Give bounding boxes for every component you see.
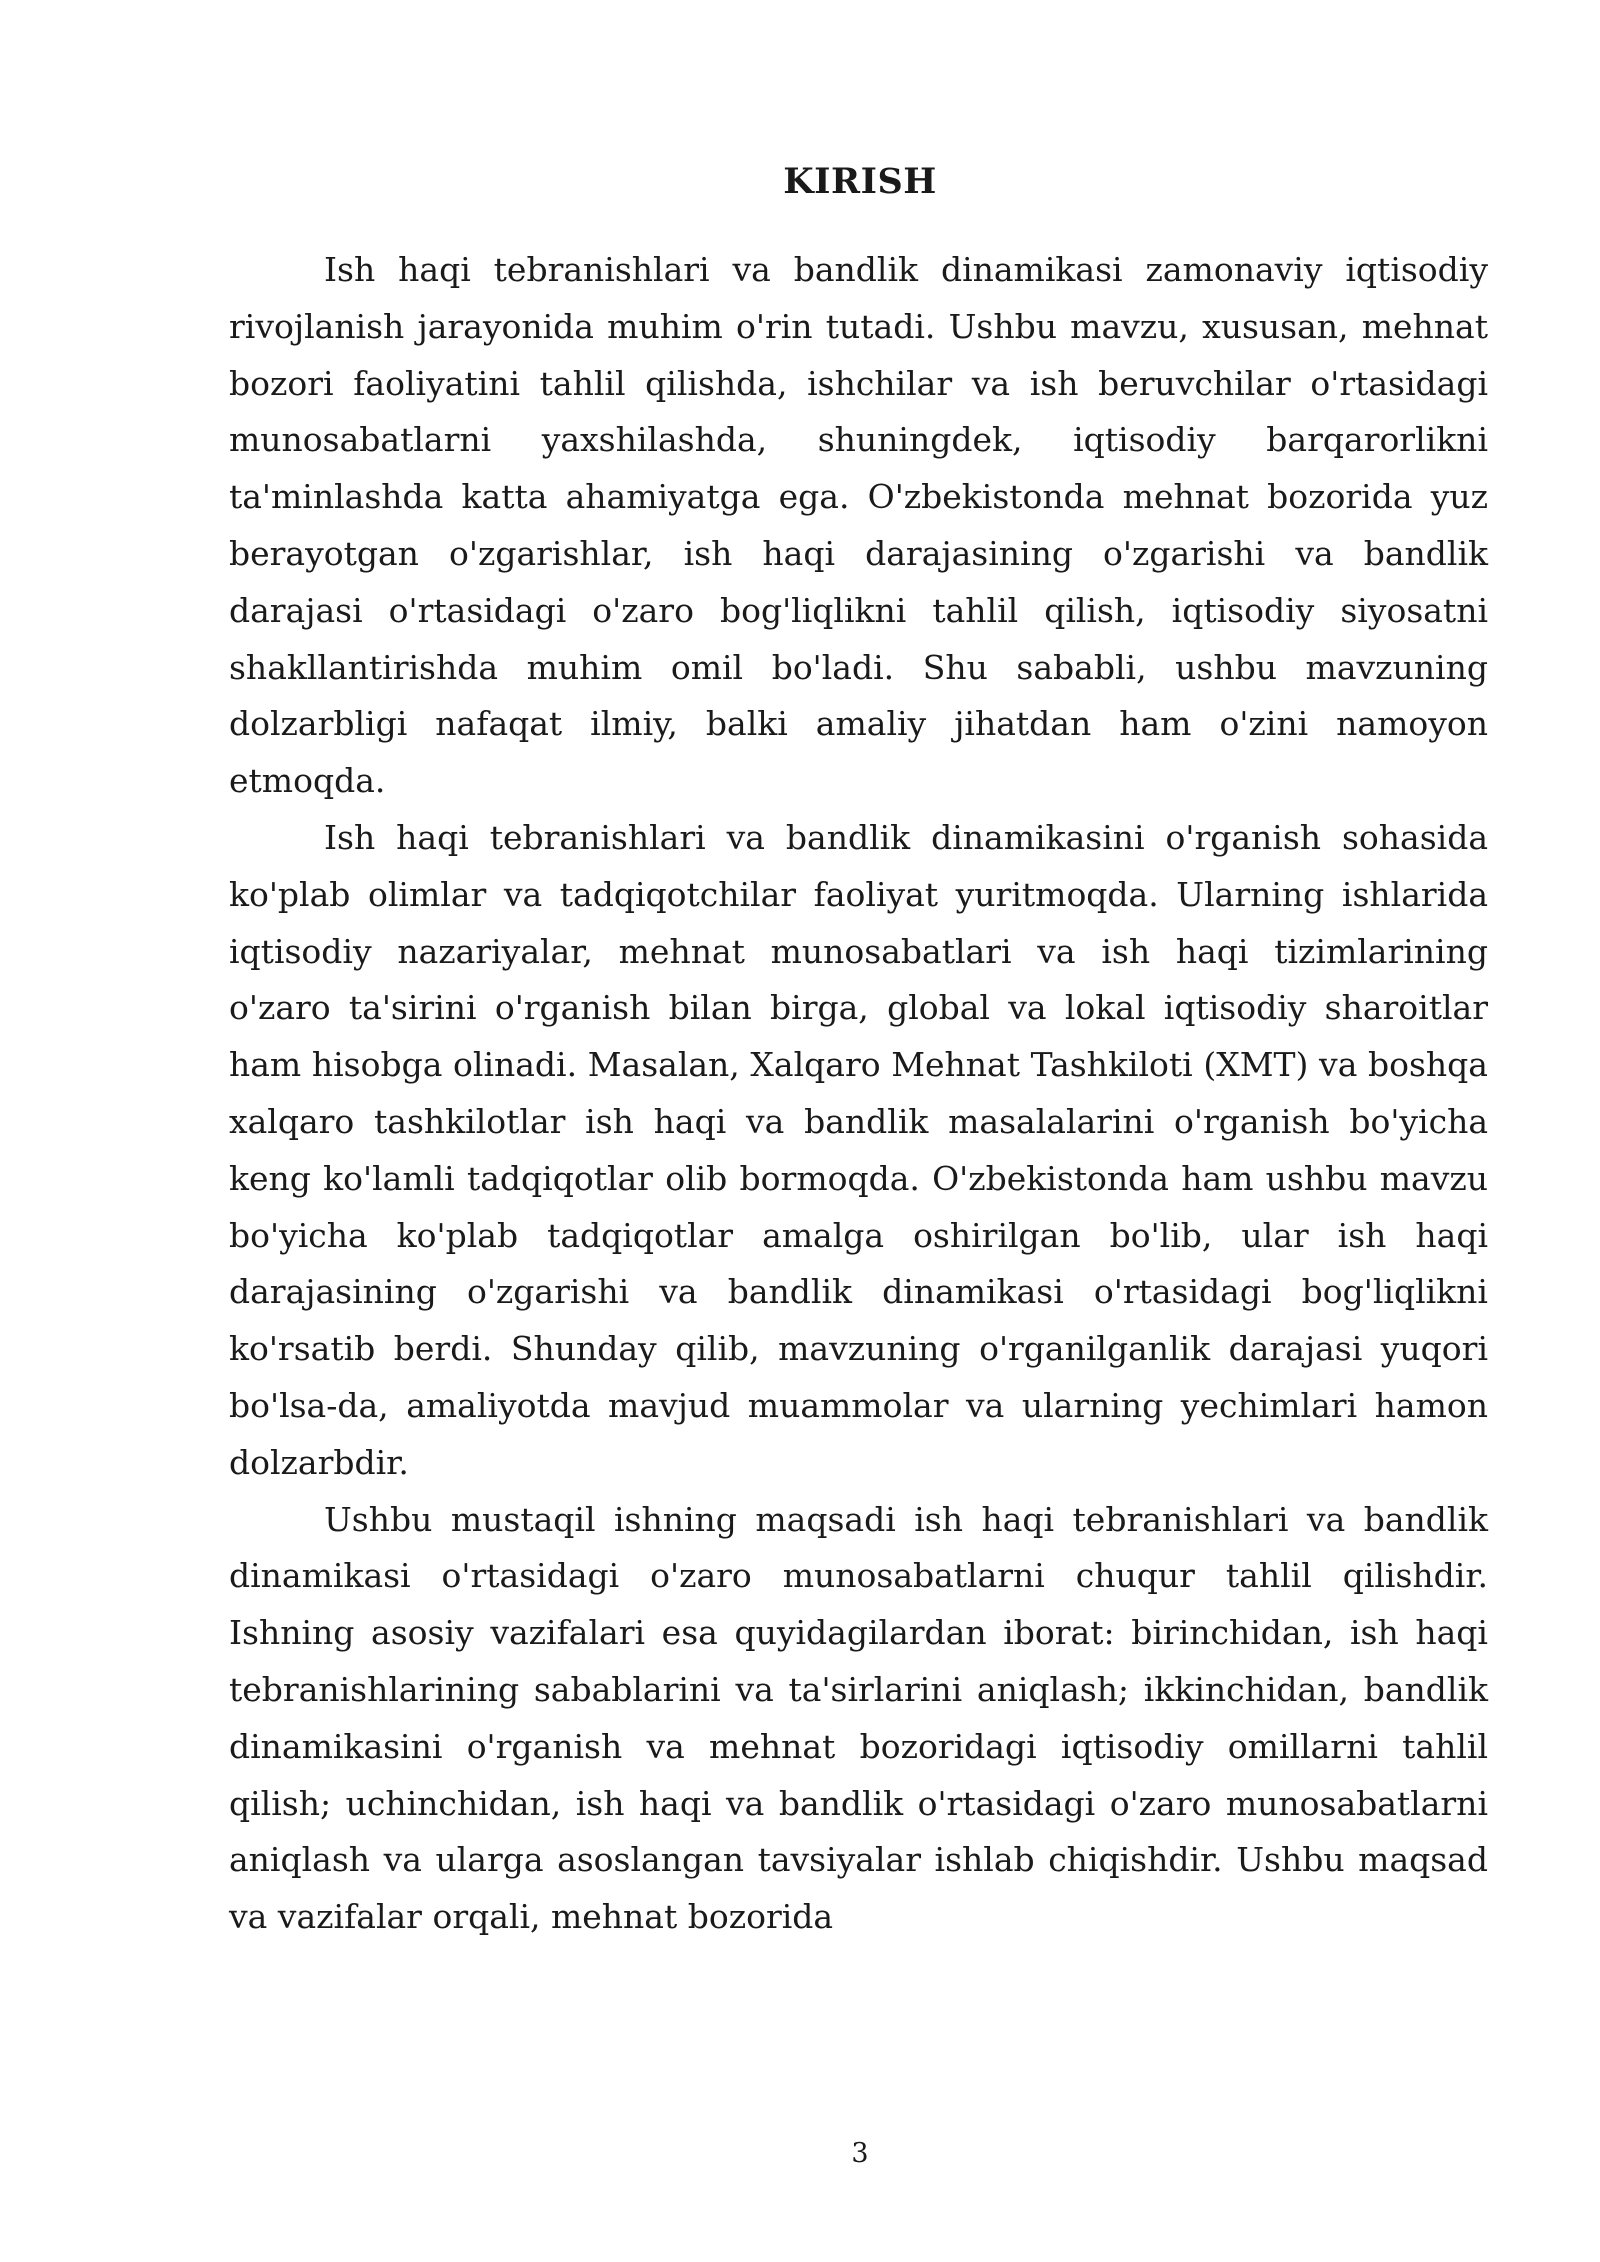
paragraph-research-state: Ish haqi tebranishlari va bandlik dinamikasini o'rganish sohasida ko'plab olimlar va tadqiqotchilar faoliyat yuritmoqda. Ularning ishlarida iqtisodiy nazariyalar, mehnat munosabatlari va ish haqi tizimlarining o'zaro ta'sirini o'rganish bilan birga, global va lokal iqtisodiy sharoitlar ham hisobga olinadi. Masalan, Xalqaro Mehnat Tashkiloti (XMT) va boshqa xalqaro tashkilotlar ish haqi va bandlik masalalarini o'rganish bo'yicha keng ko'lamli tadqiqotlar olib bormoqda. O'zbekistonda ham ushbu mavzu bo'yicha ko'plab tadqiqotlar amalga oshirilgan bo'lib, ular ish haqi darajasining o'zgarishi va bandlik dinamikasi o'rtasidagi bog'liqlikni ko'rsatib berdi. Shunday qilib, mavzuning o'rganilganlik darajasi yuqori bo'lsa-da, amaliyotda mavjud muammolar va ularning yechimlari hamon dolzarbdir. [229, 817, 1488, 1482]
paragraph-goals: Ushbu mustaqil ishning maqsadi ish haqi tebranishlari va bandlik dinamikasi o'rtasidagi o'zaro munosabatlarni chuqur tahlil qilishdir. Ishning asosiy vazifalari esa quyidagilardan iborat: birinchidan, ish haqi tebranishlarining sabablarini va ta'sirlarini aniqlash; ikkinchidan, bandlik dinamikasini o'rganish va mehnat bozoridagi iqtisodiy omillarni tahlil qilish; uchinchidan, ish haqi va bandlik o'rtasidagi o'zaro munosabatlarni aniqlash va ularga asoslangan tavsiyalar ishlab chiqishdir. Ushbu maqsad va vazifalar orqali, mehnat bozorida [229, 1499, 1488, 1937]
body-text [229, 242, 1488, 1946]
section-heading: KIRISH [783, 161, 937, 202]
paragraph-relevance: Ish haqi tebranishlari va bandlik dinamikasi zamonaviy iqtisodiy rivojlanish jarayonida muhim o'rin tutadi. Ushbu mavzu, xususan, mehnat bozori faoliyatini tahlil qilishda, ishchilar va ish beruvchilar o'rtasidagi munosabatlarni yaxshilashda, shuningdek, iqtisodiy barqarorlikni ta'minlashda katta ahamiyatga ega. O'zbekistonda mehnat bozorida yuz berayotgan o'zgarishlar, ish haqi darajasining o'zgarishi va bandlik darajasi o'rtasidagi o'zaro bog'liqlikni tahlil qilish, iqtisodiy siyosatni shakllantirishda muhim omil bo'ladi. Shu sababli, ushbu mavzuning dolzarbligi nafaqat ilmiy, balki amaliy jihatdan ham o'zini namoyon etmoqda. [229, 250, 1488, 801]
page-number: 3 [851, 2138, 869, 2169]
